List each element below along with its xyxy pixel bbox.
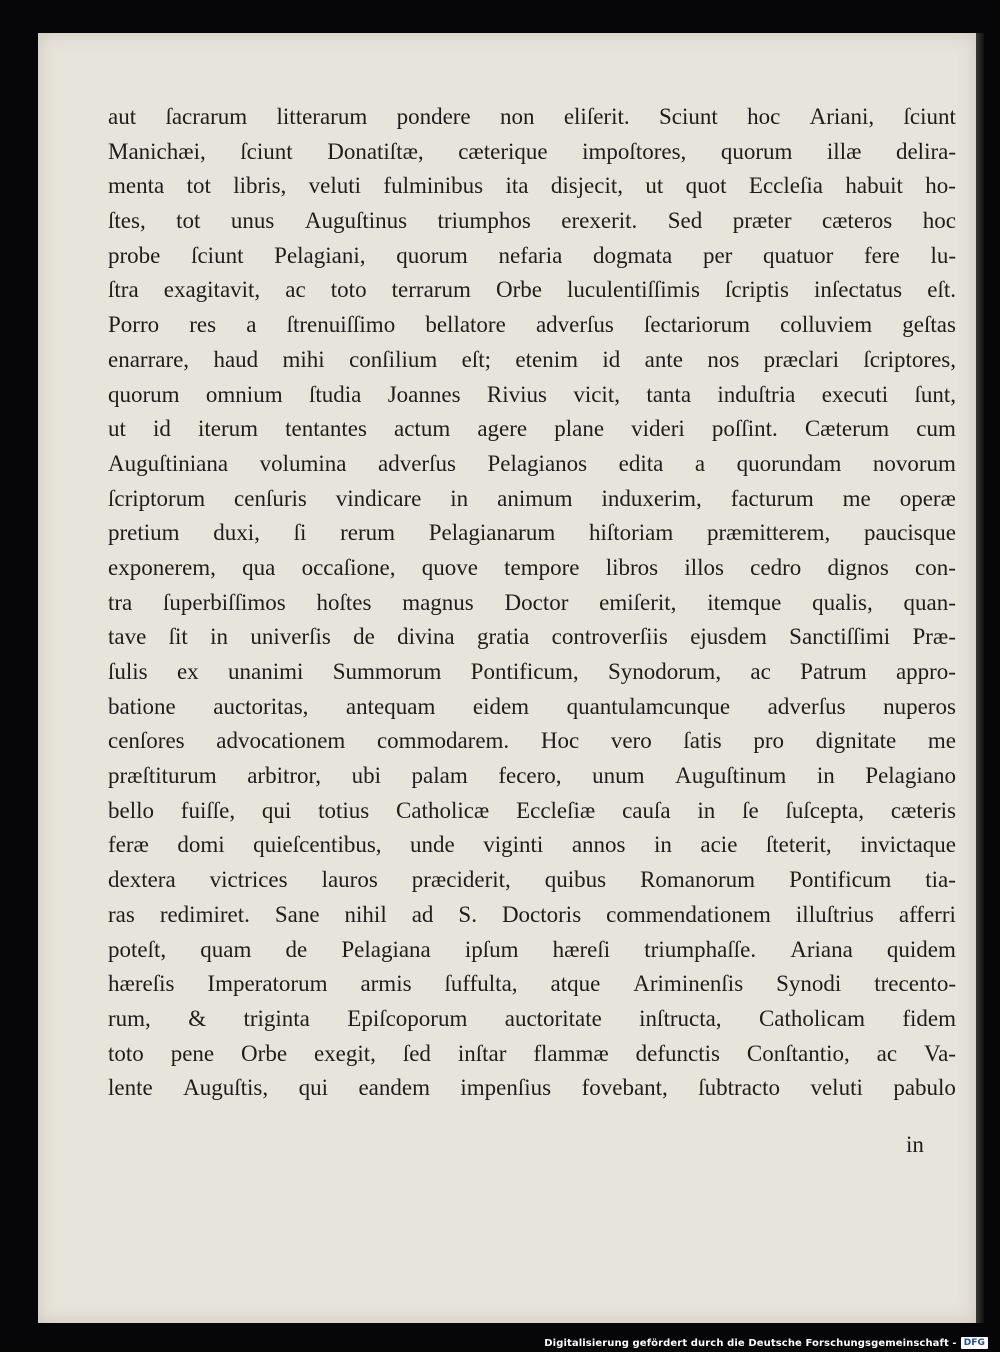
text-line: feræ domi quieſcentibus, unde viginti annos in acie ſteterit, invictaque xyxy=(108,832,956,858)
text-line: dextera victrices lauros præciderit, quibus Romanorum Pontificum tia- xyxy=(108,867,956,893)
text-line: menta tot libris, veluti fulminibus ita disjecit, ut quot Eccleſia habuit ho- xyxy=(108,173,956,199)
text-line: lente Auguſtis, qui eandem impenſius fovebant, ſubtracto veluti pabulo xyxy=(108,1075,956,1101)
text-line: Auguſtiniana volumina adverſus Pelagianos edita a quorundam novorum xyxy=(108,450,956,476)
text-line: aut ſacrarum litterarum pondere non eliſerit. Sciunt hoc Ariani, ſciunt xyxy=(108,104,956,129)
catchword: in xyxy=(906,1132,924,1157)
text-line: ras redimiret. Sane nihil ad S. Doctoris commendationem illuſtrius afferri xyxy=(108,901,956,927)
text-line: poteſt, quam de Pelagiana ipſum hæreſi triumphaſſe. Ariana quidem xyxy=(108,936,956,962)
text-line: tave ſit in univerſis de divina gratia controverſiis ejusdem Sanctiſſimi Præ- xyxy=(108,624,956,650)
digitization-footer xyxy=(544,1336,988,1350)
text-line: enarrare, haud mihi conſilium eſt; etenim id ante nos præclari ſcriptores, xyxy=(108,346,956,372)
text-line: exponerem, qua occaſione, quove tempore libros illos cedro dignos con- xyxy=(108,554,956,580)
text-line: tra ſuperbiſſimos hoſtes magnus Doctor emiſerit, itemque qualis, quan- xyxy=(108,589,956,615)
page-edge xyxy=(976,33,984,1323)
text-line: rum, & triginta Epiſcoporum auctoritate inſtructa, Catholicam fidem xyxy=(108,1005,956,1031)
text-line: Manichæi, ſciunt Donatiſtæ, cæterique impoſtores, quorum illæ delira- xyxy=(108,138,956,164)
text-line: toto pene Orbe exegit, ſed inſtar flammæ defunctis Conſtantio, ac Va- xyxy=(108,1040,956,1066)
text-line: ſtra exagitavit, ac toto terrarum Orbe luculentiſſimis ſcriptis inſectatus eſt. xyxy=(108,277,956,303)
text-line: quorum omnium ſtudia Joannes Rivius vicit, tanta induſtria executi ſunt, xyxy=(108,381,956,407)
text-line: ſcriptorum cenſuris vindicare in animum induxerim, facturum me operæ xyxy=(108,485,956,511)
text-line: hæreſis Imperatorum armis ſuffulta, atque Ariminenſis Synodi trecento- xyxy=(108,971,956,997)
text-line: probe ſciunt Pelagiani, quorum nefaria dogmata per quatuor fere lu- xyxy=(108,242,956,268)
text-line: ſulis ex unanimi Summorum Pontificum, Synodorum, ac Patrum appro- xyxy=(108,659,956,684)
dfg-logo: DFG xyxy=(961,1337,988,1349)
text-line: ut id iterum tentantes actum agere plane videri poſſint. Cæterum cum xyxy=(108,416,956,442)
text-line: pretium duxi, ſi rerum Pelagianarum hiſtoriam præmitterem, paucisque xyxy=(108,520,956,546)
text-line: præſtiturum arbitror, ubi palam fecero, unum Auguſtinum in Pelagiano xyxy=(108,763,956,789)
footer-credit-text: Digitalisierung gefördert durch die Deutsche Forschungsgemeinschaft - xyxy=(544,1337,957,1349)
page-body-text xyxy=(108,100,956,1106)
text-line: ſtes, tot unus Auguſtinus triumphos erexerit. Sed præter cæteros hoc xyxy=(108,208,956,234)
text-line: cenſores advocationem commodarem. Hoc vero ſatis pro dignitate me xyxy=(108,728,956,754)
text-line: Porro res a ſtrenuiſſimo bellatore adverſus ſectariorum colluviem geſtas xyxy=(108,312,956,338)
text-line: batione auctoritas, antequam eidem quantulamcunque adverſus nuperos xyxy=(108,693,956,719)
text-line: bello fuiſſe, qui totius Catholicæ Eccleſiæ cauſa in ſe ſuſcepta, cæteris xyxy=(108,797,956,823)
